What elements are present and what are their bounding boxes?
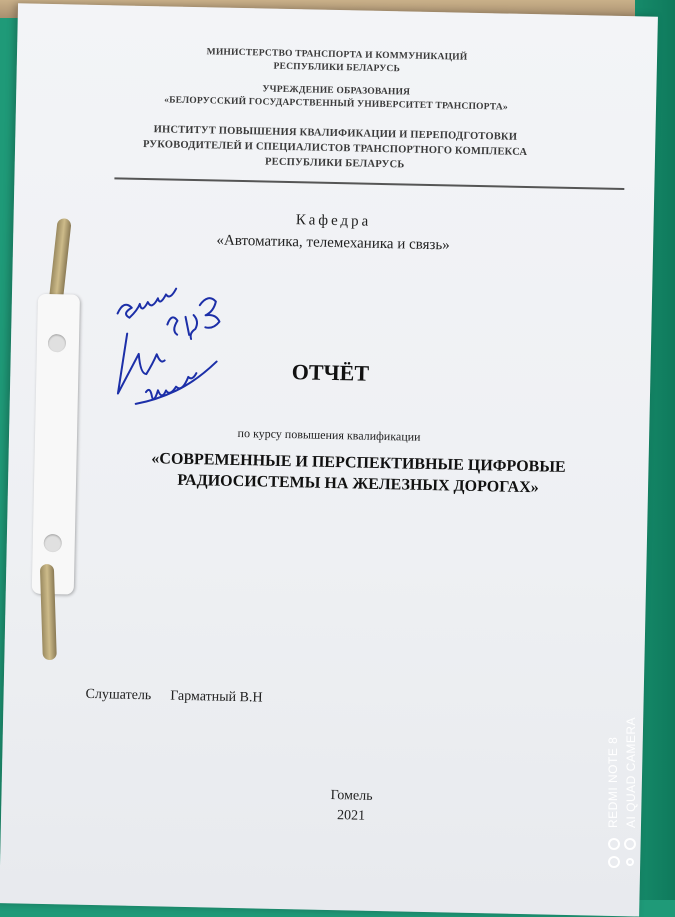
course-name-line-2: РАДИОСИСТЕМЫ НА ЖЕЛЕЗНЫХ ДОРОГАХ» bbox=[177, 471, 539, 497]
year: 2021 bbox=[336, 808, 366, 824]
watermark-line-1: REDMI NOTE 8 bbox=[606, 736, 620, 828]
department-name: «Автоматика, телемеханика и связь» bbox=[216, 232, 450, 254]
document-title: ОТЧЁТ bbox=[291, 359, 370, 386]
listener-block bbox=[85, 687, 262, 707]
country-line: РЕСПУБЛИКИ БЕЛАРУСЬ bbox=[273, 61, 401, 75]
title-page bbox=[0, 3, 658, 916]
course-intro: по курсу повышения квалификации bbox=[237, 425, 421, 444]
listener-label: Слушатель bbox=[85, 686, 152, 704]
header-divider bbox=[114, 177, 624, 190]
institute-line-2: РУКОВОДИТЕЛЕЙ И СПЕЦИАЛИСТОВ ТРАНСПОРТНОГО КОМПЛЕКСА bbox=[142, 138, 528, 158]
institution-type-line: УЧРЕЖДЕНИЕ ОБРАЗОВАНИЯ bbox=[262, 84, 411, 98]
camera-lens-icon bbox=[606, 836, 640, 872]
university-line: «БЕЛОРУССКИЙ ГОСУДАРСТВЕННЫЙ УНИВЕРСИТЕТ ТРАНСПОРТА» bbox=[164, 95, 508, 113]
handwritten-signature bbox=[105, 253, 249, 426]
fastener-hole-bottom bbox=[44, 534, 62, 552]
city: Гомель bbox=[330, 788, 373, 804]
course-name-line-1: «СОВРЕМЕННЫЕ И ПЕРСПЕКТИВНЫЕ ЦИФРОВЫЕ bbox=[151, 450, 566, 476]
course-name bbox=[108, 447, 609, 499]
institute-line-1: ИНСТИТУТ ПОВЫШЕНИЯ КВАЛИФИКАЦИИ И ПЕРЕПОДГОТОВКИ bbox=[153, 124, 518, 143]
camera-watermark bbox=[598, 700, 668, 880]
paper-fastener bbox=[32, 294, 80, 595]
department-label: Кафедра bbox=[295, 212, 372, 230]
fastener-tongue-bottom bbox=[40, 564, 57, 660]
footer bbox=[291, 785, 412, 828]
listener-name: Гарматный В.Н bbox=[170, 688, 263, 706]
institute-line-3: РЕСПУБЛИКИ БЕЛАРУСЬ bbox=[264, 156, 405, 171]
ministry-line: МИНИСТЕРСТВО ТРАНСПОРТА И КОММУНИКАЦИЙ bbox=[206, 47, 468, 63]
fastener-hole-top bbox=[48, 334, 66, 352]
watermark-line-2: AI QUAD CAMERA bbox=[624, 716, 638, 828]
